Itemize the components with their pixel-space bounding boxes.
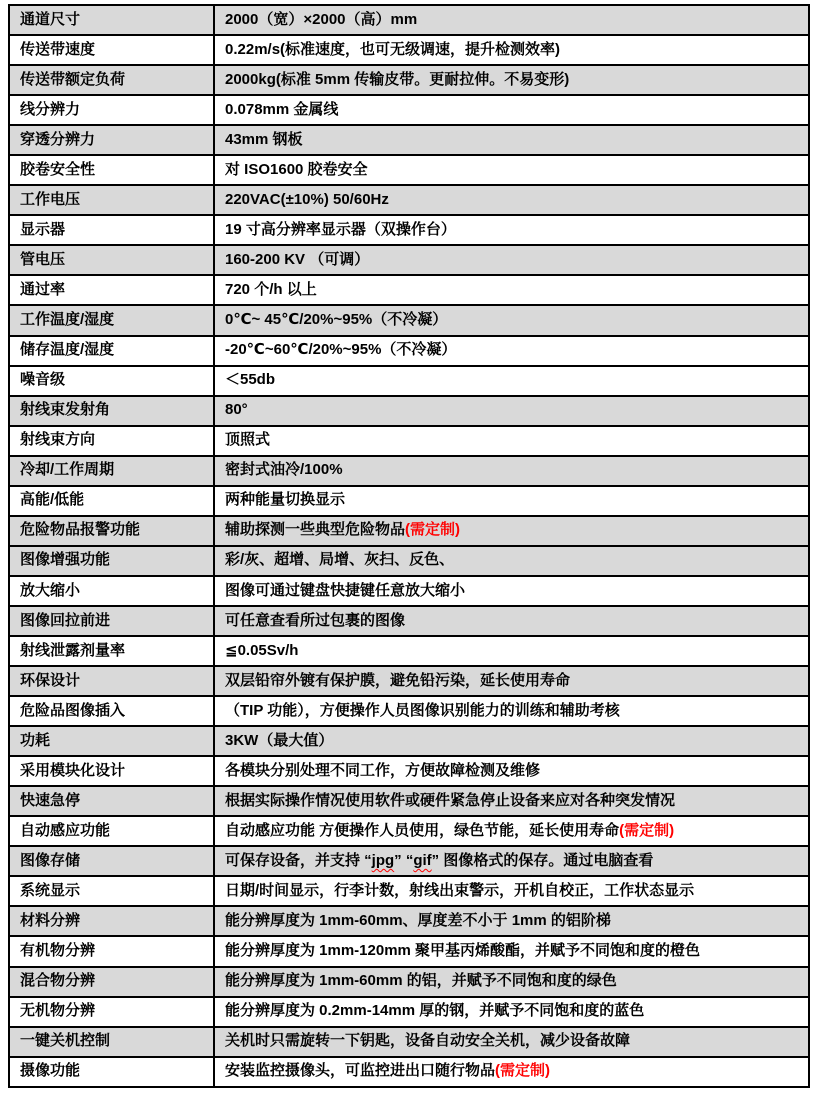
spec-value	[214, 245, 809, 275]
spec-label: 储存温度/湿度	[9, 336, 214, 366]
spec-value-text: ” 图像格式的保存。通过电脑查看	[431, 851, 654, 869]
spec-label: 通道尺寸	[9, 5, 214, 35]
spec-value-text: 0℃~ 45℃/20%~95%（不冷凝）	[225, 311, 448, 329]
spec-label: 传送带额定负荷	[9, 65, 214, 95]
spec-value	[214, 516, 809, 546]
spec-value-text: 能分辨厚度为 1mm-120mm 聚甲基丙烯酸酯，并赋予不同饱和度的橙色	[225, 942, 701, 960]
spec-table	[8, 4, 810, 1088]
table-row	[9, 846, 809, 876]
spec-value-text: 能分辨厚度为 1mm-60mm、厚度差不小于 1mm 的铝阶梯	[225, 912, 611, 930]
spec-value-text: 0.22m/s(标准速度，也可无级调速，提升检测效率)	[225, 40, 561, 58]
spec-value	[214, 576, 809, 606]
spec-label: 系统显示	[9, 876, 214, 906]
spec-value-text: 安装监控摄像头，可监控进出口随行物品	[225, 1062, 496, 1080]
table-row	[9, 215, 809, 245]
spec-label: 图像存储	[9, 846, 214, 876]
spec-label: 噪音级	[9, 366, 214, 396]
spec-label: 工作电压	[9, 185, 214, 215]
spec-label: 线分辨力	[9, 95, 214, 125]
spec-value	[214, 275, 809, 305]
spec-label: 混合物分辨	[9, 967, 214, 997]
table-row	[9, 396, 809, 426]
spec-value-text: 0.078mm 金属线	[225, 100, 339, 118]
spec-value-text: 160-200 KV （可调）	[225, 251, 370, 269]
spec-value	[214, 696, 809, 726]
spec-value-text: -20℃~60℃/20%~95%（不冷凝）	[225, 341, 457, 359]
spec-label: 显示器	[9, 215, 214, 245]
table-row	[9, 876, 809, 906]
spec-value-text: 43mm 钢板	[225, 130, 303, 148]
spec-label: 冷却/工作周期	[9, 456, 214, 486]
spec-value	[214, 846, 809, 876]
table-row	[9, 997, 809, 1027]
table-row	[9, 95, 809, 125]
spec-value	[214, 456, 809, 486]
table-row	[9, 906, 809, 936]
spec-value	[214, 336, 809, 366]
spec-label: 传送带速度	[9, 35, 214, 65]
table-row	[9, 967, 809, 997]
spec-value	[214, 726, 809, 756]
table-row	[9, 155, 809, 185]
table-row	[9, 1027, 809, 1057]
spec-value-text: 可保存设备，并支持 “	[225, 851, 372, 869]
table-row	[9, 426, 809, 456]
spec-value-text: 19 寸高分辨率显示器（双操作台）	[225, 220, 456, 238]
table-row	[9, 275, 809, 305]
spec-label: 自动感应功能	[9, 816, 214, 846]
table-row	[9, 366, 809, 396]
spec-value	[214, 786, 809, 816]
spec-label: 管电压	[9, 245, 214, 275]
spec-value-text: 2000kg(标准 5mm 传输皮带。更耐拉伸。不易变形)	[225, 70, 570, 88]
spec-table-container	[8, 4, 810, 1088]
spec-label: 射线束方向	[9, 426, 214, 456]
spec-label: 通过率	[9, 275, 214, 305]
spec-label: 无机物分辨	[9, 997, 214, 1027]
spec-value	[214, 5, 809, 35]
spec-label: 危险物品报警功能	[9, 516, 214, 546]
spec-value	[214, 636, 809, 666]
table-row	[9, 786, 809, 816]
table-row	[9, 486, 809, 516]
spec-value	[214, 1027, 809, 1057]
spec-value	[214, 125, 809, 155]
spec-value-text: ≦0.05Sv/h	[225, 641, 299, 659]
table-row	[9, 35, 809, 65]
spec-value-text: ＜55db	[225, 371, 276, 389]
spec-value	[214, 65, 809, 95]
spec-value-text: 各模块分别处理不同工作，方便故障检测及维修	[225, 761, 541, 779]
spec-value	[214, 997, 809, 1027]
spec-value	[214, 305, 809, 335]
table-row	[9, 666, 809, 696]
spec-label: 工作温度/湿度	[9, 305, 214, 335]
spellcheck-flagged-word: jpg	[371, 851, 395, 869]
spec-value	[214, 426, 809, 456]
table-row	[9, 696, 809, 726]
spec-value-text: 3KW（最大值）	[225, 731, 334, 749]
table-row	[9, 185, 809, 215]
spec-value-text: 双层铅帘外镀有保护膜，避免铅污染，延长使用寿命	[225, 671, 571, 689]
custom-required-note: (需定制)	[495, 1062, 551, 1080]
spec-label: 材料分辨	[9, 906, 214, 936]
spec-label: 胶卷安全性	[9, 155, 214, 185]
spec-value	[214, 967, 809, 997]
spec-value	[214, 155, 809, 185]
spec-label: 功耗	[9, 726, 214, 756]
spec-value-text: 能分辨厚度为 1mm-60mm 的铝，并赋予不同饱和度的绿色	[225, 972, 617, 990]
spec-label: 环保设计	[9, 666, 214, 696]
table-row	[9, 546, 809, 576]
spec-value	[214, 185, 809, 215]
spec-label: 放大缩小	[9, 576, 214, 606]
table-row	[9, 65, 809, 95]
spec-value-text: 关机时只需旋转一下钥匙，设备自动安全关机，减少设备故障	[225, 1032, 631, 1050]
spec-value	[214, 606, 809, 636]
spec-value	[214, 215, 809, 245]
spec-value-text: 辅助探测一些典型危险物品	[225, 521, 406, 539]
spec-label: 射线束发射角	[9, 396, 214, 426]
table-row	[9, 726, 809, 756]
table-row	[9, 516, 809, 546]
spec-value	[214, 35, 809, 65]
spec-value	[214, 486, 809, 516]
spec-value-text: 720 个/h 以上	[225, 281, 317, 299]
spec-value-text: （TIP 功能），方便操作人员图像识别能力的训练和辅助考核	[225, 701, 620, 719]
table-row	[9, 576, 809, 606]
spec-label: 摄像功能	[9, 1057, 214, 1087]
spec-value	[214, 546, 809, 576]
spec-label: 高能/低能	[9, 486, 214, 516]
table-row	[9, 456, 809, 486]
table-row	[9, 5, 809, 35]
table-row	[9, 336, 809, 366]
table-row	[9, 125, 809, 155]
spec-value	[214, 876, 809, 906]
spec-value-text: 对 ISO1600 胶卷安全	[225, 160, 368, 178]
spec-value-text: 顶照式	[225, 431, 271, 449]
spec-value	[214, 906, 809, 936]
spec-value-text: 日期/时间显示，行李计数，射线出束警示，开机自校正，工作状态显示	[225, 882, 695, 899]
spec-value	[214, 666, 809, 696]
spec-value	[214, 816, 809, 846]
spec-value-text: 能分辨厚度为 0.2mm-14mm 厚的钢，并赋予不同饱和度的蓝色	[225, 1002, 645, 1020]
table-row	[9, 756, 809, 786]
spec-label: 一键关机控制	[9, 1027, 214, 1057]
spec-label: 快速急停	[9, 786, 214, 816]
spec-label: 射线泄露剂量率	[9, 636, 214, 666]
spec-value	[214, 756, 809, 786]
table-row	[9, 636, 809, 666]
spec-label: 危险品图像插入	[9, 696, 214, 726]
table-row	[9, 1057, 809, 1087]
spec-table-body	[9, 5, 809, 1087]
spellcheck-flagged-word: gif	[413, 851, 432, 869]
spec-label: 有机物分辨	[9, 936, 214, 966]
spec-value-text: 密封式油冷/100%	[225, 461, 343, 479]
spec-label: 图像增强功能	[9, 546, 214, 576]
spec-label: 图像回拉前进	[9, 606, 214, 636]
spec-value-text: 图像可通过键盘快捷键任意放大缩小	[225, 581, 466, 599]
spec-value-text: 2000（宽）×2000（高）mm	[225, 10, 418, 28]
spec-value-text: 根据实际操作情况使用软件或硬件紧急停止设备来应对各种突发情况	[225, 791, 676, 809]
table-row	[9, 245, 809, 275]
table-row	[9, 816, 809, 846]
spec-value	[214, 95, 809, 125]
spec-value	[214, 396, 809, 426]
spec-value-text: 两种能量切换显示	[225, 491, 346, 509]
spec-value-text: 220VAC(±10%) 50/60Hz	[225, 190, 389, 208]
spec-value	[214, 366, 809, 396]
spec-value-text: 彩/灰、超增、局增、灰扫、反色、	[225, 551, 455, 569]
spec-value	[214, 936, 809, 966]
spec-value-text: ” “	[394, 851, 414, 869]
table-row	[9, 936, 809, 966]
spec-label: 采用模块化设计	[9, 756, 214, 786]
spec-value-text: 可任意查看所过包裹的图像	[225, 611, 406, 629]
spec-label: 穿透分辨力	[9, 125, 214, 155]
spec-value-text: 自动感应功能 方便操作人员使用，绿色节能，延长使用寿命	[225, 821, 620, 839]
table-row	[9, 606, 809, 636]
spec-value-text: 80°	[225, 401, 248, 419]
spec-value	[214, 1057, 809, 1087]
custom-required-note: (需定制)	[405, 521, 461, 539]
custom-required-note: (需定制)	[619, 821, 675, 839]
table-row	[9, 305, 809, 335]
